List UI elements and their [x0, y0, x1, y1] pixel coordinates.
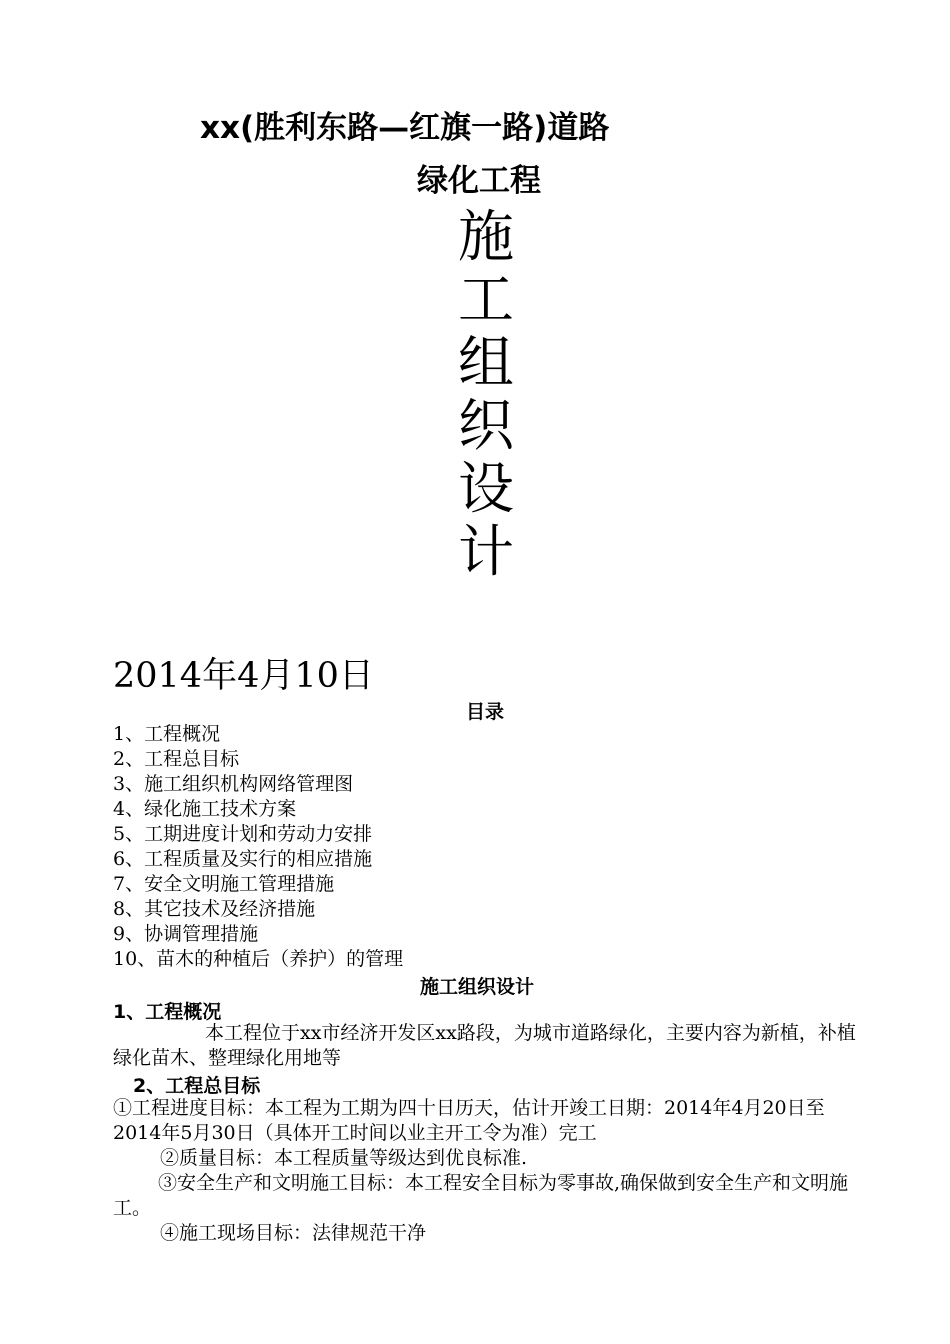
toc-list	[113, 722, 403, 972]
big-title-char: 计	[458, 520, 514, 585]
toc-heading: 目录	[466, 701, 505, 723]
goal-safety: ③安全生产和文明施工目标：本工程安全目标为零事故,确保做到安全生产和文明施工。	[113, 1172, 849, 1219]
section2-title: 2、工程总目标	[133, 1075, 261, 1097]
goal-schedule: ①工程进度目标：本工程为工期为四十日历天，估计开竣工日期：2014年4月20日至2014年5月30日（具体开工时间以业主开工令为准）完工	[113, 1097, 825, 1144]
section1-title: 1、工程概况	[113, 1001, 222, 1023]
toc-item: 2、工程总目标	[113, 748, 240, 770]
cover-title-line1: xx(胜利东路—红旗一路)道路	[200, 110, 610, 146]
toc-item: 7、安全文明施工管理措施	[113, 873, 335, 895]
cover-title-line2: 绿化工程	[417, 163, 541, 199]
big-title-char: 织	[458, 394, 514, 459]
toc-item: 9、协调管理措施	[113, 923, 259, 945]
big-title-char: 工	[458, 268, 514, 333]
big-title-char: 设	[458, 457, 514, 522]
toc-item: 5、工期进度计划和劳动力安排	[113, 823, 373, 845]
toc-item: 8、其它技术及经济措施	[113, 898, 316, 920]
toc-item: 10、苗木的种植后（养护）的管理	[113, 948, 404, 970]
toc-item: 1、工程概况	[113, 723, 221, 745]
cover-big-title	[458, 206, 514, 584]
section1-text: 本工程位于xx市经济开发区xx路段，为城市道路绿化，主要内容为新植，补植绿化苗木、整理绿化用地等	[113, 1022, 856, 1069]
goal-quality: ②质量目标：本工程质量等级达到优良标准.	[160, 1147, 528, 1169]
toc-item: 6、工程质量及实行的相应措施	[113, 848, 373, 870]
toc-item: 3、施工组织机构网络管理图	[113, 773, 354, 795]
big-title-char: 施	[458, 205, 514, 270]
toc-item: 4、绿化施工技术方案	[113, 798, 297, 820]
goal-site: ④施工现场目标：法律规范干净	[160, 1222, 427, 1244]
body-heading: 施工组织设计	[420, 976, 535, 998]
cover-date: 2014年4月10日	[113, 656, 374, 696]
big-title-char: 组	[458, 331, 514, 396]
